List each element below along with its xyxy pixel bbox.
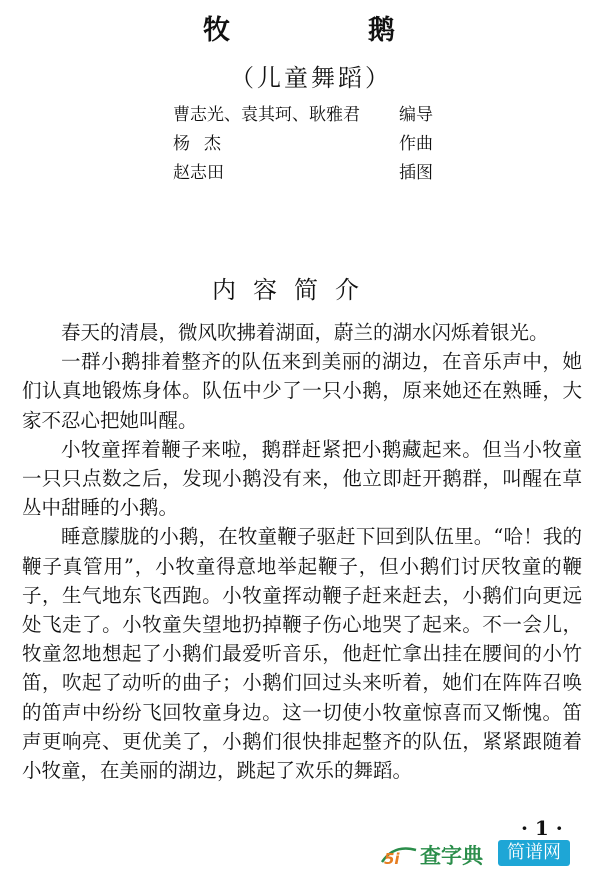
- credit-name: 曹志光、袁其珂、耿雅君: [173, 105, 360, 125]
- credit-name: 赵志田: [173, 163, 224, 183]
- document-subtitle: （儿童舞蹈）: [230, 64, 392, 92]
- section-heading: 内容简介: [212, 276, 376, 304]
- credits-block: [173, 100, 433, 187]
- credit-row-choreographers: [173, 100, 433, 129]
- site-watermark: [380, 838, 601, 870]
- synopsis-body: [22, 318, 582, 785]
- paragraph: 春天的清晨，微风吹拂着湖面，蔚兰的湖水闪烁着银光。: [61, 321, 549, 344]
- document-title: [0, 8, 601, 48]
- credit-role: 作曲: [399, 134, 433, 154]
- credit-name: 杨杰: [173, 134, 235, 154]
- watermark-logo-text: 5i: [384, 850, 400, 868]
- page-number: · 1 ·: [521, 816, 563, 840]
- title-char-2: 鹅: [368, 15, 395, 46]
- title-char-1: 牧: [203, 15, 230, 46]
- watermark-logo-icon: [380, 842, 420, 868]
- paragraph: 一群小鹅排着整齐的队伍来到美丽的湖边，在音乐声中，她们认真地锻炼身体。队伍中少了一只小鹅，原来她还在熟睡，大家不忍心把她叫醒。: [22, 350, 582, 432]
- credit-row-illustrator: [173, 158, 433, 187]
- credit-role: 插图: [399, 163, 433, 183]
- credit-row-composer: [173, 129, 433, 158]
- paragraph: 小牧童挥着鞭子来啦，鹅群赶紧把小鹅藏起来。但当小牧童一只只点数之后，发现小鹅没有来，他立即赶开鹅群，叫醒在草丛中甜睡的小鹅。: [22, 437, 582, 520]
- paragraph: 睡意朦胧的小鹅，在牧童鞭子驱赶下回到队伍里。“哈！我的鞭子真管用”，小牧童得意地举起鞭子，但小鹅们讨厌牧童的鞭子，生气地东飞西跑。小牧童挥动鞭子赶来赶去，小鹅们向更远处飞走了。小牧童失望地扔掉鞭子伤心地哭了起来。不一会儿，牧童忽地想起了小鹅们最爱听音乐，他赶忙拿出挂在腰间的小竹笛，吹起了动听的曲子；小鹅们回过头来听着，她们在阵阵召唤的笛声中纷纷飞回牧童身边。这一切使小牧童惊喜而又惭愧。笛声更响亮、更优美了，小鹅们很快排起整齐的队伍，紧紧跟随着小牧童，在美丽的湖边，跳起了欢乐的舞蹈。: [22, 525, 582, 783]
- watermark-site-name: 查字典: [420, 844, 483, 868]
- credit-role: 编导: [399, 105, 433, 125]
- watermark-badge: 简谱网: [498, 840, 570, 866]
